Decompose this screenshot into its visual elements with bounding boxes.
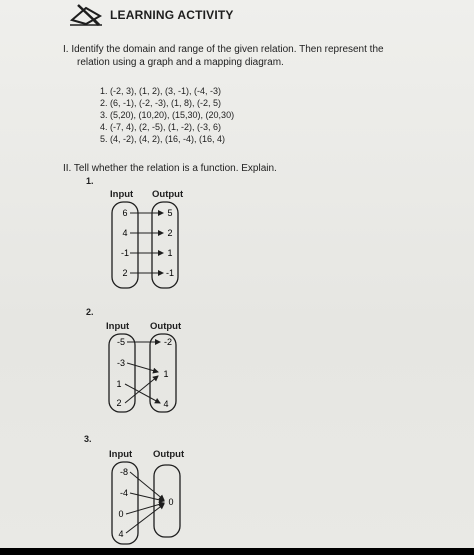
diagram-3-number: 3. (84, 434, 92, 444)
relation-item-3: 3. (5,20), (10,20), (15,30), (20,30) (100, 110, 235, 120)
diagram-2-input-value: 2 (116, 398, 122, 408)
relation-item-1: 1. (-2, 3), (1, 2), (3, -1), (-4, -3) (100, 86, 222, 96)
diagram-3-input-value: 0 (118, 509, 124, 519)
diagram-3-input-value: 4 (118, 529, 124, 539)
part2-instruction: II. Tell whether the relation is a function. Explain. (63, 163, 277, 174)
diagram-1-output-value: 2 (167, 228, 173, 238)
page-title: LEARNING ACTIVITY (110, 8, 234, 22)
output-oval (154, 465, 180, 537)
pencil-icon (68, 2, 104, 26)
diagram-2-input-value: -3 (116, 358, 126, 368)
diagram-2-output-value: 1 (163, 369, 169, 379)
diagram-2-input-value: 1 (116, 379, 122, 389)
part1-instruction-line1: I. Identify the domain and range of the given relation. Then represent the (63, 44, 384, 55)
diagram-3-output-value: 0 (168, 497, 174, 507)
diagram-1-input-value: 2 (122, 268, 128, 278)
diagram-1-output-value: 5 (167, 208, 173, 218)
relation-item-2: 2. (6, -1), (-2, -3), (1, 8), (-2, 5) (100, 98, 222, 108)
mapping-diagram-3 (100, 460, 200, 546)
mapping-diagram-1 (100, 200, 200, 292)
diagram-1-output-label: Output (152, 189, 184, 200)
diagram-3-input-label: Input (109, 449, 133, 460)
diagram-3-output-label: Output (153, 449, 185, 460)
diagram-3-input-value: -4 (119, 488, 129, 498)
diagram-1-output-value: -1 (165, 268, 175, 278)
diagram-1-input-value: 6 (122, 208, 128, 218)
diagram-1-input-value: -1 (120, 248, 130, 258)
diagram-2-input-label: Input (106, 321, 130, 332)
relation-item-4: 4. (-7, 4), (2, -5), (1, -2), (-3, 6) (100, 122, 222, 132)
diagram-1-output-value: 1 (167, 248, 173, 258)
diagram-2-number: 2. (86, 307, 94, 317)
diagram-2-input-value: -5 (116, 337, 126, 347)
bottom-black-bar (0, 548, 474, 555)
diagram-1-number: 1. (86, 176, 94, 186)
mapping-diagram-2 (100, 332, 200, 416)
part1-instruction-line2: relation using a graph and a mapping diagram. (77, 57, 284, 68)
diagram-3-input-value: -8 (119, 467, 129, 477)
diagram-1-input-label: Input (110, 189, 134, 200)
diagram-1-input-value: 4 (122, 228, 128, 238)
diagram-2-output-label: Output (150, 321, 182, 332)
diagram-2-output-value: -2 (163, 337, 173, 347)
diagram-2-output-value: 4 (163, 399, 169, 409)
relation-item-5: 5. (4, -2), (4, 2), (16, -4), (16, 4) (100, 134, 226, 144)
